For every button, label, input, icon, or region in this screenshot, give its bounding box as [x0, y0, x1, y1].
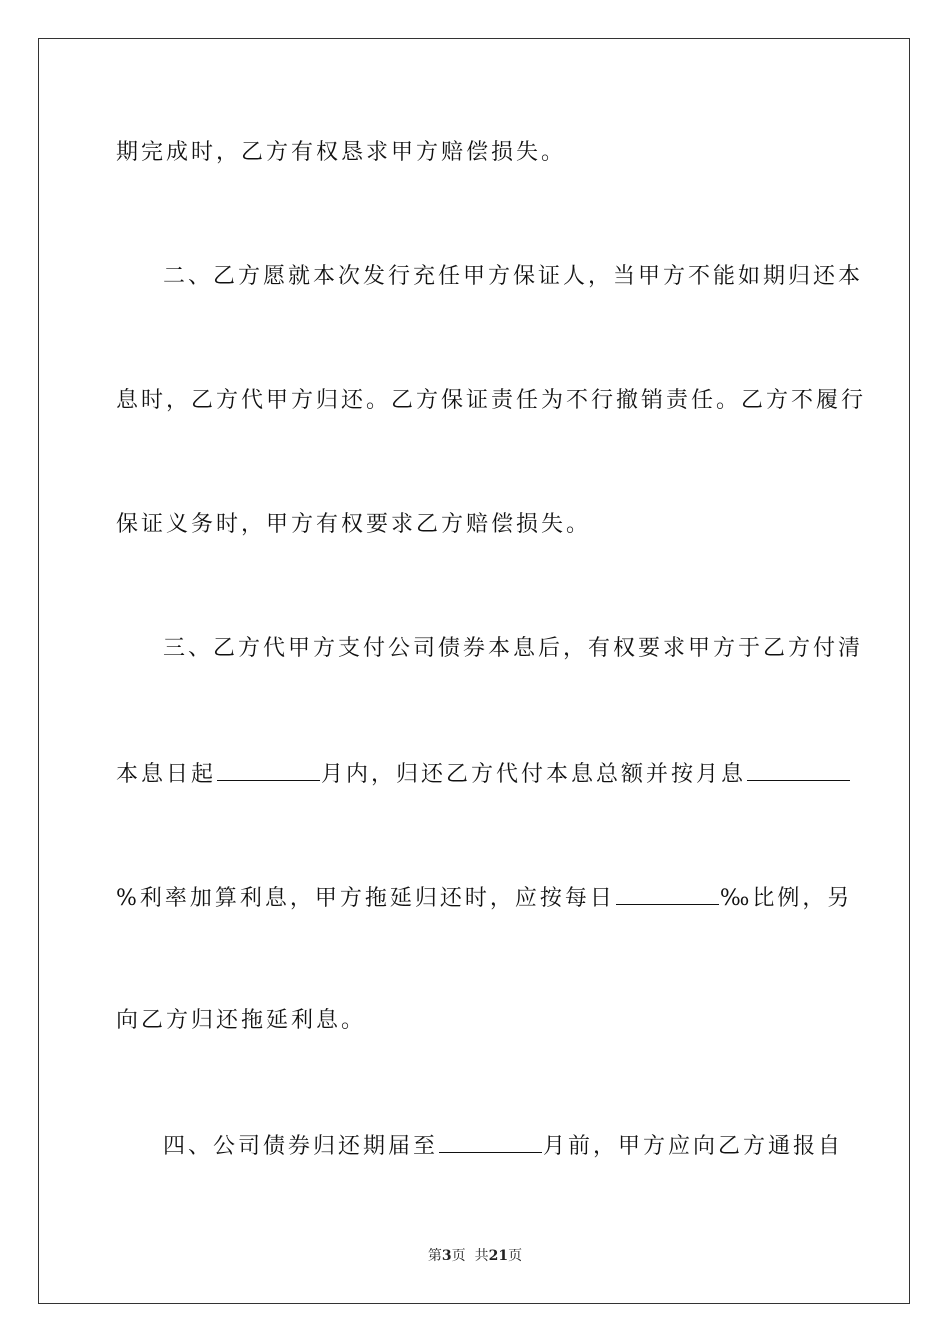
fill-in-blank[interactable] — [439, 1130, 542, 1153]
text-segment: %利率加算利息，甲方拖延归还时，应按每日 — [116, 886, 615, 911]
text-segment: 月内，归还乙方代付本息总额并按月息 — [321, 762, 747, 787]
page-footer — [0, 1247, 950, 1265]
footer-suffix: 页 — [508, 1248, 523, 1264]
page-border — [38, 38, 910, 1304]
fill-in-blank[interactable] — [747, 758, 850, 781]
text-segment: ‰比例，另 — [719, 886, 853, 911]
text-line: 向乙方归还拖延利息。 — [116, 1008, 367, 1033]
text-line: 息时，乙方代甲方归还。乙方保证责任为不行撤销责任。乙方不履行 — [116, 388, 867, 413]
text-line: 三、乙方代甲方支付公司债券本息后，有权要求甲方于乙方付清 — [163, 636, 864, 661]
footer-prefix: 第 — [427, 1248, 442, 1264]
fill-in-blank[interactable] — [217, 758, 320, 781]
text-line — [163, 1130, 844, 1162]
current-page-number: 3 — [441, 1248, 452, 1264]
total-page-number: 21 — [488, 1248, 509, 1264]
text-segment: 四、公司债券归还期届至 — [163, 1134, 439, 1159]
text-segment: 月前，甲方应向乙方通报自 — [543, 1134, 844, 1159]
fill-in-blank[interactable] — [616, 882, 719, 905]
text-line — [116, 758, 836, 790]
text-line — [116, 882, 853, 914]
text-line: 期完成时，乙方有权恳求甲方赔偿损失。 — [116, 140, 567, 165]
text-line: 二、乙方愿就本次发行充任甲方保证人，当甲方不能如期归还本 — [163, 264, 864, 289]
text-line: 保证义务时，甲方有权要求乙方赔偿损失。 — [116, 512, 592, 537]
text-segment: 本息日起 — [116, 762, 217, 787]
footer-mid: 页 共 — [451, 1248, 489, 1264]
